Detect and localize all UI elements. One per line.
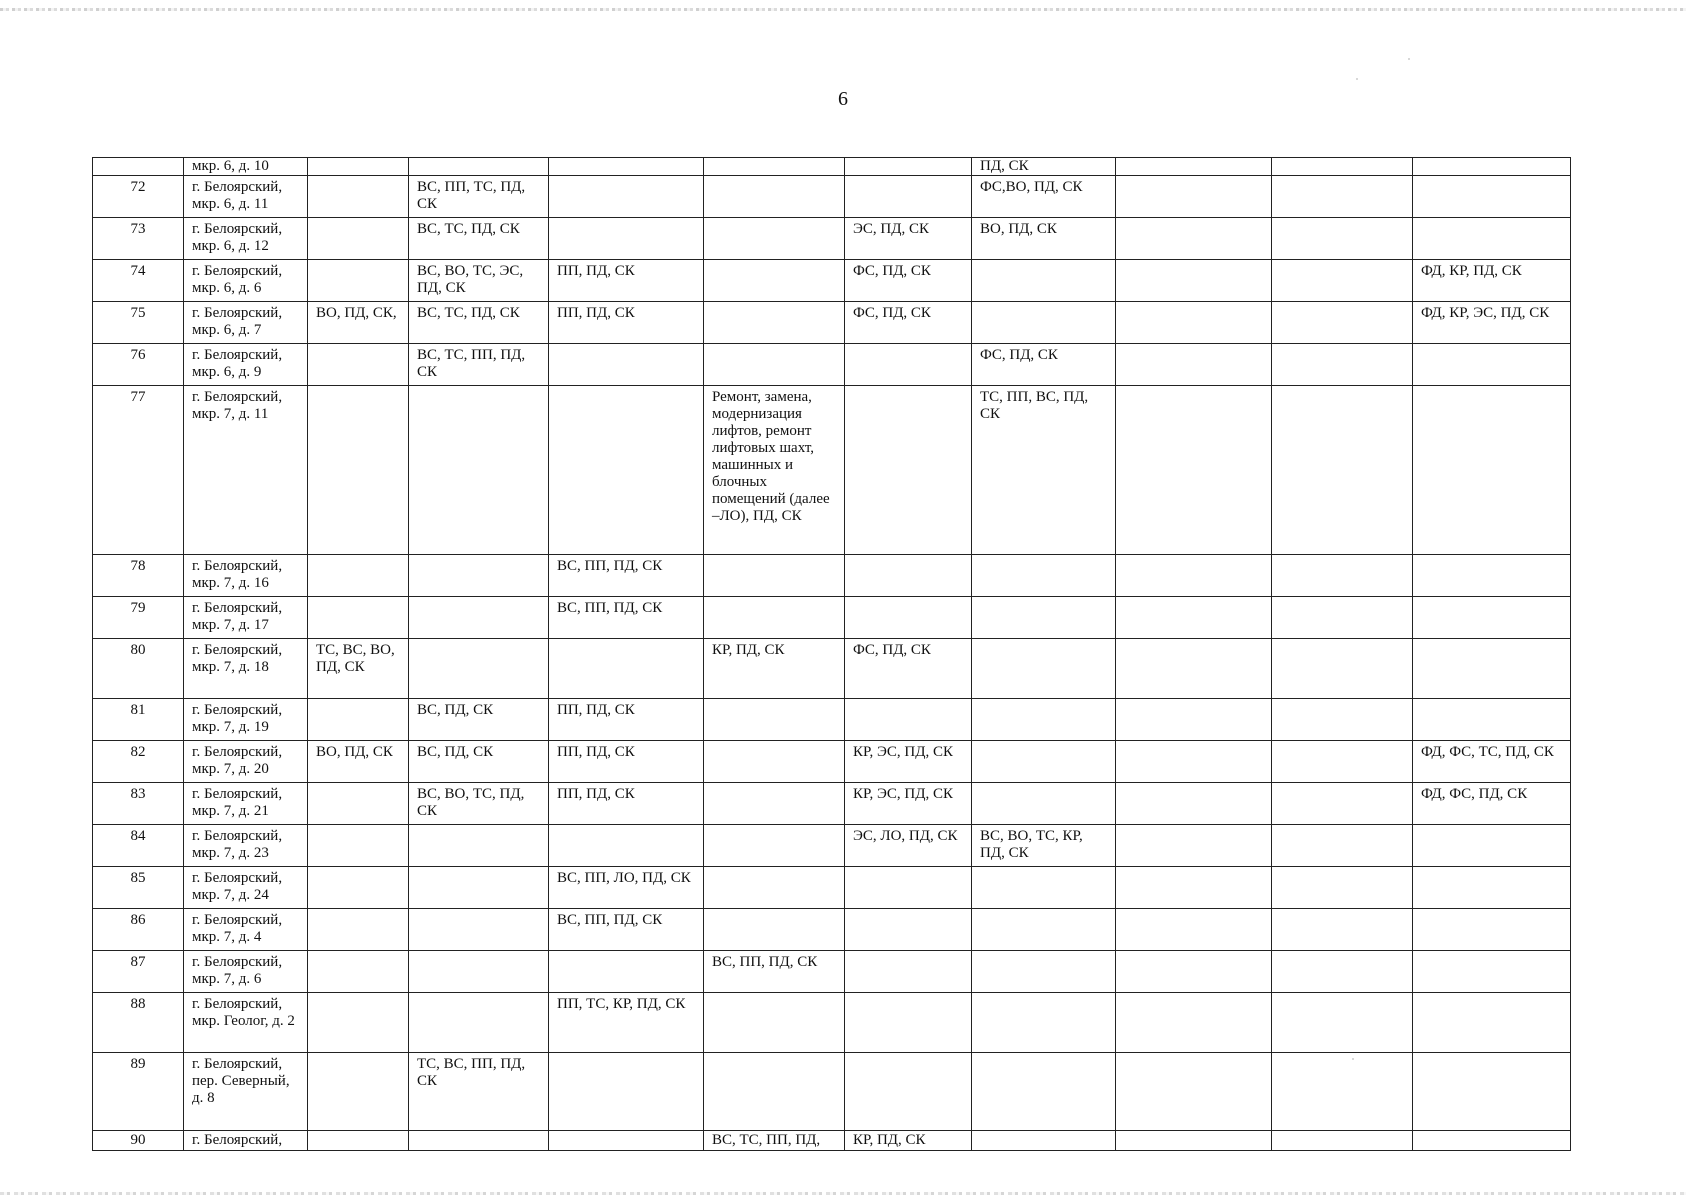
row-number: 86 bbox=[93, 909, 184, 951]
work-cell-6 bbox=[704, 993, 845, 1053]
work-cell-11 bbox=[1413, 555, 1571, 597]
work-cell-5: ВС, ПП, ЛО, ПД, СК bbox=[549, 867, 704, 909]
work-cell-6 bbox=[704, 783, 845, 825]
row-number: 83 bbox=[93, 783, 184, 825]
work-cell-3 bbox=[308, 386, 409, 555]
work-cell-5: ПП, ТС, КР, ПД, СК bbox=[549, 993, 704, 1053]
work-cell-5 bbox=[549, 825, 704, 867]
table-row bbox=[93, 783, 1571, 825]
work-cell-7 bbox=[845, 993, 972, 1053]
work-cell-4 bbox=[409, 1131, 549, 1151]
address-cell: г. Белоярский, пер. Северный, д. 8 bbox=[184, 1053, 308, 1131]
work-cell-3 bbox=[308, 993, 409, 1053]
table-row bbox=[93, 741, 1571, 783]
work-cell-3 bbox=[308, 783, 409, 825]
work-cell-9 bbox=[1116, 1131, 1272, 1151]
work-cell-9 bbox=[1116, 1053, 1272, 1131]
work-cell-9 bbox=[1116, 302, 1272, 344]
work-cell-4: ВС, ПД, СК bbox=[409, 741, 549, 783]
work-cell-6: ВС, ТС, ПП, ПД, bbox=[704, 1131, 845, 1151]
work-cell-7 bbox=[845, 909, 972, 951]
row-number: 75 bbox=[93, 302, 184, 344]
work-cell-5 bbox=[549, 1053, 704, 1131]
work-cell-3 bbox=[308, 825, 409, 867]
work-cell-5: ПП, ПД, СК bbox=[549, 783, 704, 825]
work-cell-10 bbox=[1272, 1131, 1413, 1151]
work-cell-4: ВС, ВО, ТС, ПД, СК bbox=[409, 783, 549, 825]
work-cell-11 bbox=[1413, 158, 1571, 176]
work-cell-4: ТС, ВС, ПП, ПД, СК bbox=[409, 1053, 549, 1131]
work-cell-3 bbox=[308, 909, 409, 951]
address-cell: г. Белоярский, мкр. 7, д. 4 bbox=[184, 909, 308, 951]
row-number: 87 bbox=[93, 951, 184, 993]
work-cell-11 bbox=[1413, 597, 1571, 639]
work-cell-10 bbox=[1272, 386, 1413, 555]
work-cell-9 bbox=[1116, 176, 1272, 218]
work-cell-7 bbox=[845, 386, 972, 555]
row-number: 82 bbox=[93, 741, 184, 783]
work-cell-6 bbox=[704, 218, 845, 260]
work-cell-4: ВС, ТС, ПД, СК bbox=[409, 218, 549, 260]
work-cell-6 bbox=[704, 699, 845, 741]
table-row bbox=[93, 386, 1571, 555]
address-cell: г. Белоярский, мкр. 7, д. 19 bbox=[184, 699, 308, 741]
work-cell-11 bbox=[1413, 344, 1571, 386]
work-cell-4: ВС, ПД, СК bbox=[409, 699, 549, 741]
work-cell-10 bbox=[1272, 176, 1413, 218]
work-cell-5 bbox=[549, 951, 704, 993]
work-cell-7 bbox=[845, 597, 972, 639]
work-cell-8 bbox=[972, 302, 1116, 344]
work-cell-7 bbox=[845, 344, 972, 386]
work-cell-5 bbox=[549, 176, 704, 218]
table-row bbox=[93, 825, 1571, 867]
work-cell-5 bbox=[549, 386, 704, 555]
row-number: 81 bbox=[93, 699, 184, 741]
row-number: 84 bbox=[93, 825, 184, 867]
address-cell: г. Белоярский, мкр. 7, д. 16 bbox=[184, 555, 308, 597]
work-cell-4: ВС, ПП, ТС, ПД, СК bbox=[409, 176, 549, 218]
work-cell-4 bbox=[409, 555, 549, 597]
work-cell-9 bbox=[1116, 344, 1272, 386]
work-cell-9 bbox=[1116, 993, 1272, 1053]
scan-edge-top bbox=[0, 8, 1686, 11]
work-cell-7: КР, ЭС, ПД, СК bbox=[845, 741, 972, 783]
work-cell-3 bbox=[308, 344, 409, 386]
work-cell-5 bbox=[549, 1131, 704, 1151]
row-number: 80 bbox=[93, 639, 184, 699]
work-cell-4 bbox=[409, 867, 549, 909]
table-row bbox=[93, 951, 1571, 993]
work-cell-5 bbox=[549, 639, 704, 699]
work-cell-10 bbox=[1272, 639, 1413, 699]
address-cell: г. Белоярский, мкр. Геолог, д. 2 bbox=[184, 993, 308, 1053]
work-cell-9 bbox=[1116, 825, 1272, 867]
table-row bbox=[93, 909, 1571, 951]
table-row bbox=[93, 176, 1571, 218]
work-cell-6 bbox=[704, 867, 845, 909]
scan-speck bbox=[1352, 1058, 1354, 1060]
row-number: 85 bbox=[93, 867, 184, 909]
work-cell-8: ФС, ПД, СК bbox=[972, 344, 1116, 386]
table-row bbox=[93, 993, 1571, 1053]
work-cell-8: ВО, ПД, СК bbox=[972, 218, 1116, 260]
address-cell: г. Белоярский, мкр. 7, д. 17 bbox=[184, 597, 308, 639]
work-cell-9 bbox=[1116, 158, 1272, 176]
work-cell-8: ФС,ВО, ПД, СК bbox=[972, 176, 1116, 218]
work-cell-6 bbox=[704, 260, 845, 302]
work-cell-5: ПП, ПД, СК bbox=[549, 302, 704, 344]
table-row bbox=[93, 260, 1571, 302]
work-cell-8 bbox=[972, 783, 1116, 825]
work-cell-6 bbox=[704, 741, 845, 783]
work-cell-3 bbox=[308, 1131, 409, 1151]
table-row bbox=[93, 344, 1571, 386]
work-cell-5 bbox=[549, 218, 704, 260]
work-cell-11: ФД, КР, ПД, СК bbox=[1413, 260, 1571, 302]
row-number: 90 bbox=[93, 1131, 184, 1151]
table-row bbox=[93, 1131, 1571, 1151]
work-cell-9 bbox=[1116, 386, 1272, 555]
work-cell-7: ЭС, ЛО, ПД, СК bbox=[845, 825, 972, 867]
row-number: 88 bbox=[93, 993, 184, 1053]
address-cell: г. Белоярский, мкр. 6, д. 6 bbox=[184, 260, 308, 302]
table-row bbox=[93, 218, 1571, 260]
work-cell-9 bbox=[1116, 741, 1272, 783]
work-cell-11 bbox=[1413, 218, 1571, 260]
work-cell-3 bbox=[308, 260, 409, 302]
work-cell-5 bbox=[549, 158, 704, 176]
work-cell-3: ТС, ВС, ВО, ПД, СК bbox=[308, 639, 409, 699]
address-cell: г. Белоярский, мкр. 7, д. 20 bbox=[184, 741, 308, 783]
row-number: 89 bbox=[93, 1053, 184, 1131]
work-cell-4 bbox=[409, 158, 549, 176]
work-cell-10 bbox=[1272, 1053, 1413, 1131]
work-cell-3 bbox=[308, 555, 409, 597]
work-cell-11 bbox=[1413, 909, 1571, 951]
address-cell: г. Белоярский, мкр. 6, д. 9 bbox=[184, 344, 308, 386]
work-cell-6 bbox=[704, 176, 845, 218]
table-row bbox=[93, 302, 1571, 344]
work-cell-9 bbox=[1116, 260, 1272, 302]
work-cell-3 bbox=[308, 158, 409, 176]
work-cell-11: ФД, ФС, ПД, СК bbox=[1413, 783, 1571, 825]
work-cell-11 bbox=[1413, 825, 1571, 867]
address-cell: г. Белоярский, bbox=[184, 1131, 308, 1151]
work-cell-10 bbox=[1272, 867, 1413, 909]
row-number bbox=[93, 158, 184, 176]
work-cell-3: ВО, ПД, СК bbox=[308, 741, 409, 783]
work-cell-7 bbox=[845, 555, 972, 597]
work-cell-6 bbox=[704, 158, 845, 176]
work-cell-9 bbox=[1116, 909, 1272, 951]
work-cell-10 bbox=[1272, 158, 1413, 176]
work-cell-11 bbox=[1413, 951, 1571, 993]
work-cell-11 bbox=[1413, 176, 1571, 218]
work-cell-10 bbox=[1272, 825, 1413, 867]
work-cell-8 bbox=[972, 1053, 1116, 1131]
work-cell-6 bbox=[704, 302, 845, 344]
work-cell-5: ВС, ПП, ПД, СК bbox=[549, 909, 704, 951]
work-cell-4: ВС, ВО, ТС, ЭС, ПД, СК bbox=[409, 260, 549, 302]
work-cell-3 bbox=[308, 176, 409, 218]
work-cell-10 bbox=[1272, 218, 1413, 260]
work-cell-8 bbox=[972, 260, 1116, 302]
work-cell-6 bbox=[704, 1053, 845, 1131]
work-cell-10 bbox=[1272, 909, 1413, 951]
work-cell-9 bbox=[1116, 555, 1272, 597]
work-cell-10 bbox=[1272, 699, 1413, 741]
work-cell-4 bbox=[409, 909, 549, 951]
address-cell: мкр. 6, д. 10 bbox=[184, 158, 308, 176]
work-cell-10 bbox=[1272, 597, 1413, 639]
work-cell-7: КР, ПД, СК bbox=[845, 1131, 972, 1151]
work-cell-8 bbox=[972, 951, 1116, 993]
row-number: 79 bbox=[93, 597, 184, 639]
work-cell-10 bbox=[1272, 302, 1413, 344]
work-cell-10 bbox=[1272, 951, 1413, 993]
work-cell-5: ПП, ПД, СК bbox=[549, 699, 704, 741]
work-cell-8 bbox=[972, 741, 1116, 783]
work-cell-6 bbox=[704, 825, 845, 867]
scan-edge-bottom bbox=[0, 1192, 1686, 1195]
work-cell-9 bbox=[1116, 783, 1272, 825]
work-cell-10 bbox=[1272, 741, 1413, 783]
work-cell-6 bbox=[704, 344, 845, 386]
scan-speck bbox=[1408, 58, 1410, 60]
work-cell-11 bbox=[1413, 639, 1571, 699]
work-cell-8 bbox=[972, 699, 1116, 741]
work-cell-4 bbox=[409, 951, 549, 993]
works-table bbox=[92, 157, 1571, 1151]
work-cell-7 bbox=[845, 158, 972, 176]
row-number: 76 bbox=[93, 344, 184, 386]
work-cell-4 bbox=[409, 825, 549, 867]
work-cell-6: ВС, ПП, ПД, СК bbox=[704, 951, 845, 993]
work-cell-6: КР, ПД, СК bbox=[704, 639, 845, 699]
table-row bbox=[93, 699, 1571, 741]
work-cell-3 bbox=[308, 951, 409, 993]
work-cell-6: Ремонт, замена, модернизация лифтов, ремонт лифтовых шахт, машинных и блочных помещений (далее –ЛО), ПД, СК bbox=[704, 386, 845, 555]
work-cell-9 bbox=[1116, 951, 1272, 993]
work-cell-8 bbox=[972, 867, 1116, 909]
work-cell-8 bbox=[972, 555, 1116, 597]
work-cell-6 bbox=[704, 555, 845, 597]
work-cell-7: ФС, ПД, СК bbox=[845, 639, 972, 699]
work-cell-4: ВС, ТС, ПП, ПД, СК bbox=[409, 344, 549, 386]
work-cell-7: ФС, ПД, СК bbox=[845, 260, 972, 302]
work-cell-3 bbox=[308, 597, 409, 639]
address-cell: г. Белоярский, мкр. 7, д. 21 bbox=[184, 783, 308, 825]
work-cell-5: ПП, ПД, СК bbox=[549, 260, 704, 302]
work-cell-8 bbox=[972, 597, 1116, 639]
work-cell-4 bbox=[409, 597, 549, 639]
address-cell: г. Белоярский, мкр. 7, д. 6 bbox=[184, 951, 308, 993]
work-cell-11 bbox=[1413, 1131, 1571, 1151]
row-number: 77 bbox=[93, 386, 184, 555]
page-number: 6 bbox=[838, 88, 848, 110]
table-row bbox=[93, 867, 1571, 909]
address-cell: г. Белоярский, мкр. 6, д. 11 bbox=[184, 176, 308, 218]
work-cell-3: ВО, ПД, СК, bbox=[308, 302, 409, 344]
work-cell-10 bbox=[1272, 260, 1413, 302]
work-cell-11: ФД, ФС, ТС, ПД, СК bbox=[1413, 741, 1571, 783]
address-cell: г. Белоярский, мкр. 6, д. 7 bbox=[184, 302, 308, 344]
work-cell-11 bbox=[1413, 867, 1571, 909]
work-cell-10 bbox=[1272, 783, 1413, 825]
work-cell-3 bbox=[308, 699, 409, 741]
work-cell-8 bbox=[972, 639, 1116, 699]
work-cell-7: ФС, ПД, СК bbox=[845, 302, 972, 344]
table-row bbox=[93, 639, 1571, 699]
work-cell-9 bbox=[1116, 218, 1272, 260]
scan-speck bbox=[1356, 78, 1358, 80]
work-cell-9 bbox=[1116, 639, 1272, 699]
row-number: 74 bbox=[93, 260, 184, 302]
work-cell-7 bbox=[845, 1053, 972, 1131]
work-cell-4: ВС, ТС, ПД, СК bbox=[409, 302, 549, 344]
work-cell-7 bbox=[845, 867, 972, 909]
work-cell-8 bbox=[972, 993, 1116, 1053]
work-cell-4 bbox=[409, 639, 549, 699]
work-cell-4 bbox=[409, 386, 549, 555]
work-cell-7 bbox=[845, 699, 972, 741]
work-cell-3 bbox=[308, 218, 409, 260]
work-cell-10 bbox=[1272, 555, 1413, 597]
table-row bbox=[93, 158, 1571, 176]
work-cell-5: ВС, ПП, ПД, СК bbox=[549, 597, 704, 639]
work-cell-5: ВС, ПП, ПД, СК bbox=[549, 555, 704, 597]
work-cell-9 bbox=[1116, 867, 1272, 909]
work-cell-11: ФД, КР, ЭС, ПД, СК bbox=[1413, 302, 1571, 344]
table-row bbox=[93, 1053, 1571, 1131]
work-cell-6 bbox=[704, 909, 845, 951]
work-cell-3 bbox=[308, 1053, 409, 1131]
work-cell-7: КР, ЭС, ПД, СК bbox=[845, 783, 972, 825]
row-number: 72 bbox=[93, 176, 184, 218]
work-cell-7 bbox=[845, 951, 972, 993]
work-cell-3 bbox=[308, 867, 409, 909]
table-row bbox=[93, 555, 1571, 597]
address-cell: г. Белоярский, мкр. 7, д. 11 bbox=[184, 386, 308, 555]
work-cell-11 bbox=[1413, 386, 1571, 555]
work-cell-6 bbox=[704, 597, 845, 639]
work-cell-11 bbox=[1413, 699, 1571, 741]
row-number: 78 bbox=[93, 555, 184, 597]
work-cell-9 bbox=[1116, 597, 1272, 639]
work-cell-11 bbox=[1413, 993, 1571, 1053]
work-cell-8 bbox=[972, 909, 1116, 951]
table-row bbox=[93, 597, 1571, 639]
work-cell-8: ВС, ВО, ТС, КР, ПД, СК bbox=[972, 825, 1116, 867]
work-cell-10 bbox=[1272, 993, 1413, 1053]
work-cell-5 bbox=[549, 344, 704, 386]
address-cell: г. Белоярский, мкр. 6, д. 12 bbox=[184, 218, 308, 260]
address-cell: г. Белоярский, мкр. 7, д. 23 bbox=[184, 825, 308, 867]
work-cell-9 bbox=[1116, 699, 1272, 741]
work-cell-7 bbox=[845, 176, 972, 218]
work-cell-4 bbox=[409, 993, 549, 1053]
address-cell: г. Белоярский, мкр. 7, д. 18 bbox=[184, 639, 308, 699]
work-cell-8: ТС, ПП, ВС, ПД, СК bbox=[972, 386, 1116, 555]
work-cell-10 bbox=[1272, 344, 1413, 386]
work-cell-5: ПП, ПД, СК bbox=[549, 741, 704, 783]
address-cell: г. Белоярский, мкр. 7, д. 24 bbox=[184, 867, 308, 909]
work-cell-11 bbox=[1413, 1053, 1571, 1131]
work-cell-8 bbox=[972, 1131, 1116, 1151]
work-cell-8: ПД, СК bbox=[972, 158, 1116, 176]
row-number: 73 bbox=[93, 218, 184, 260]
work-cell-7: ЭС, ПД, СК bbox=[845, 218, 972, 260]
